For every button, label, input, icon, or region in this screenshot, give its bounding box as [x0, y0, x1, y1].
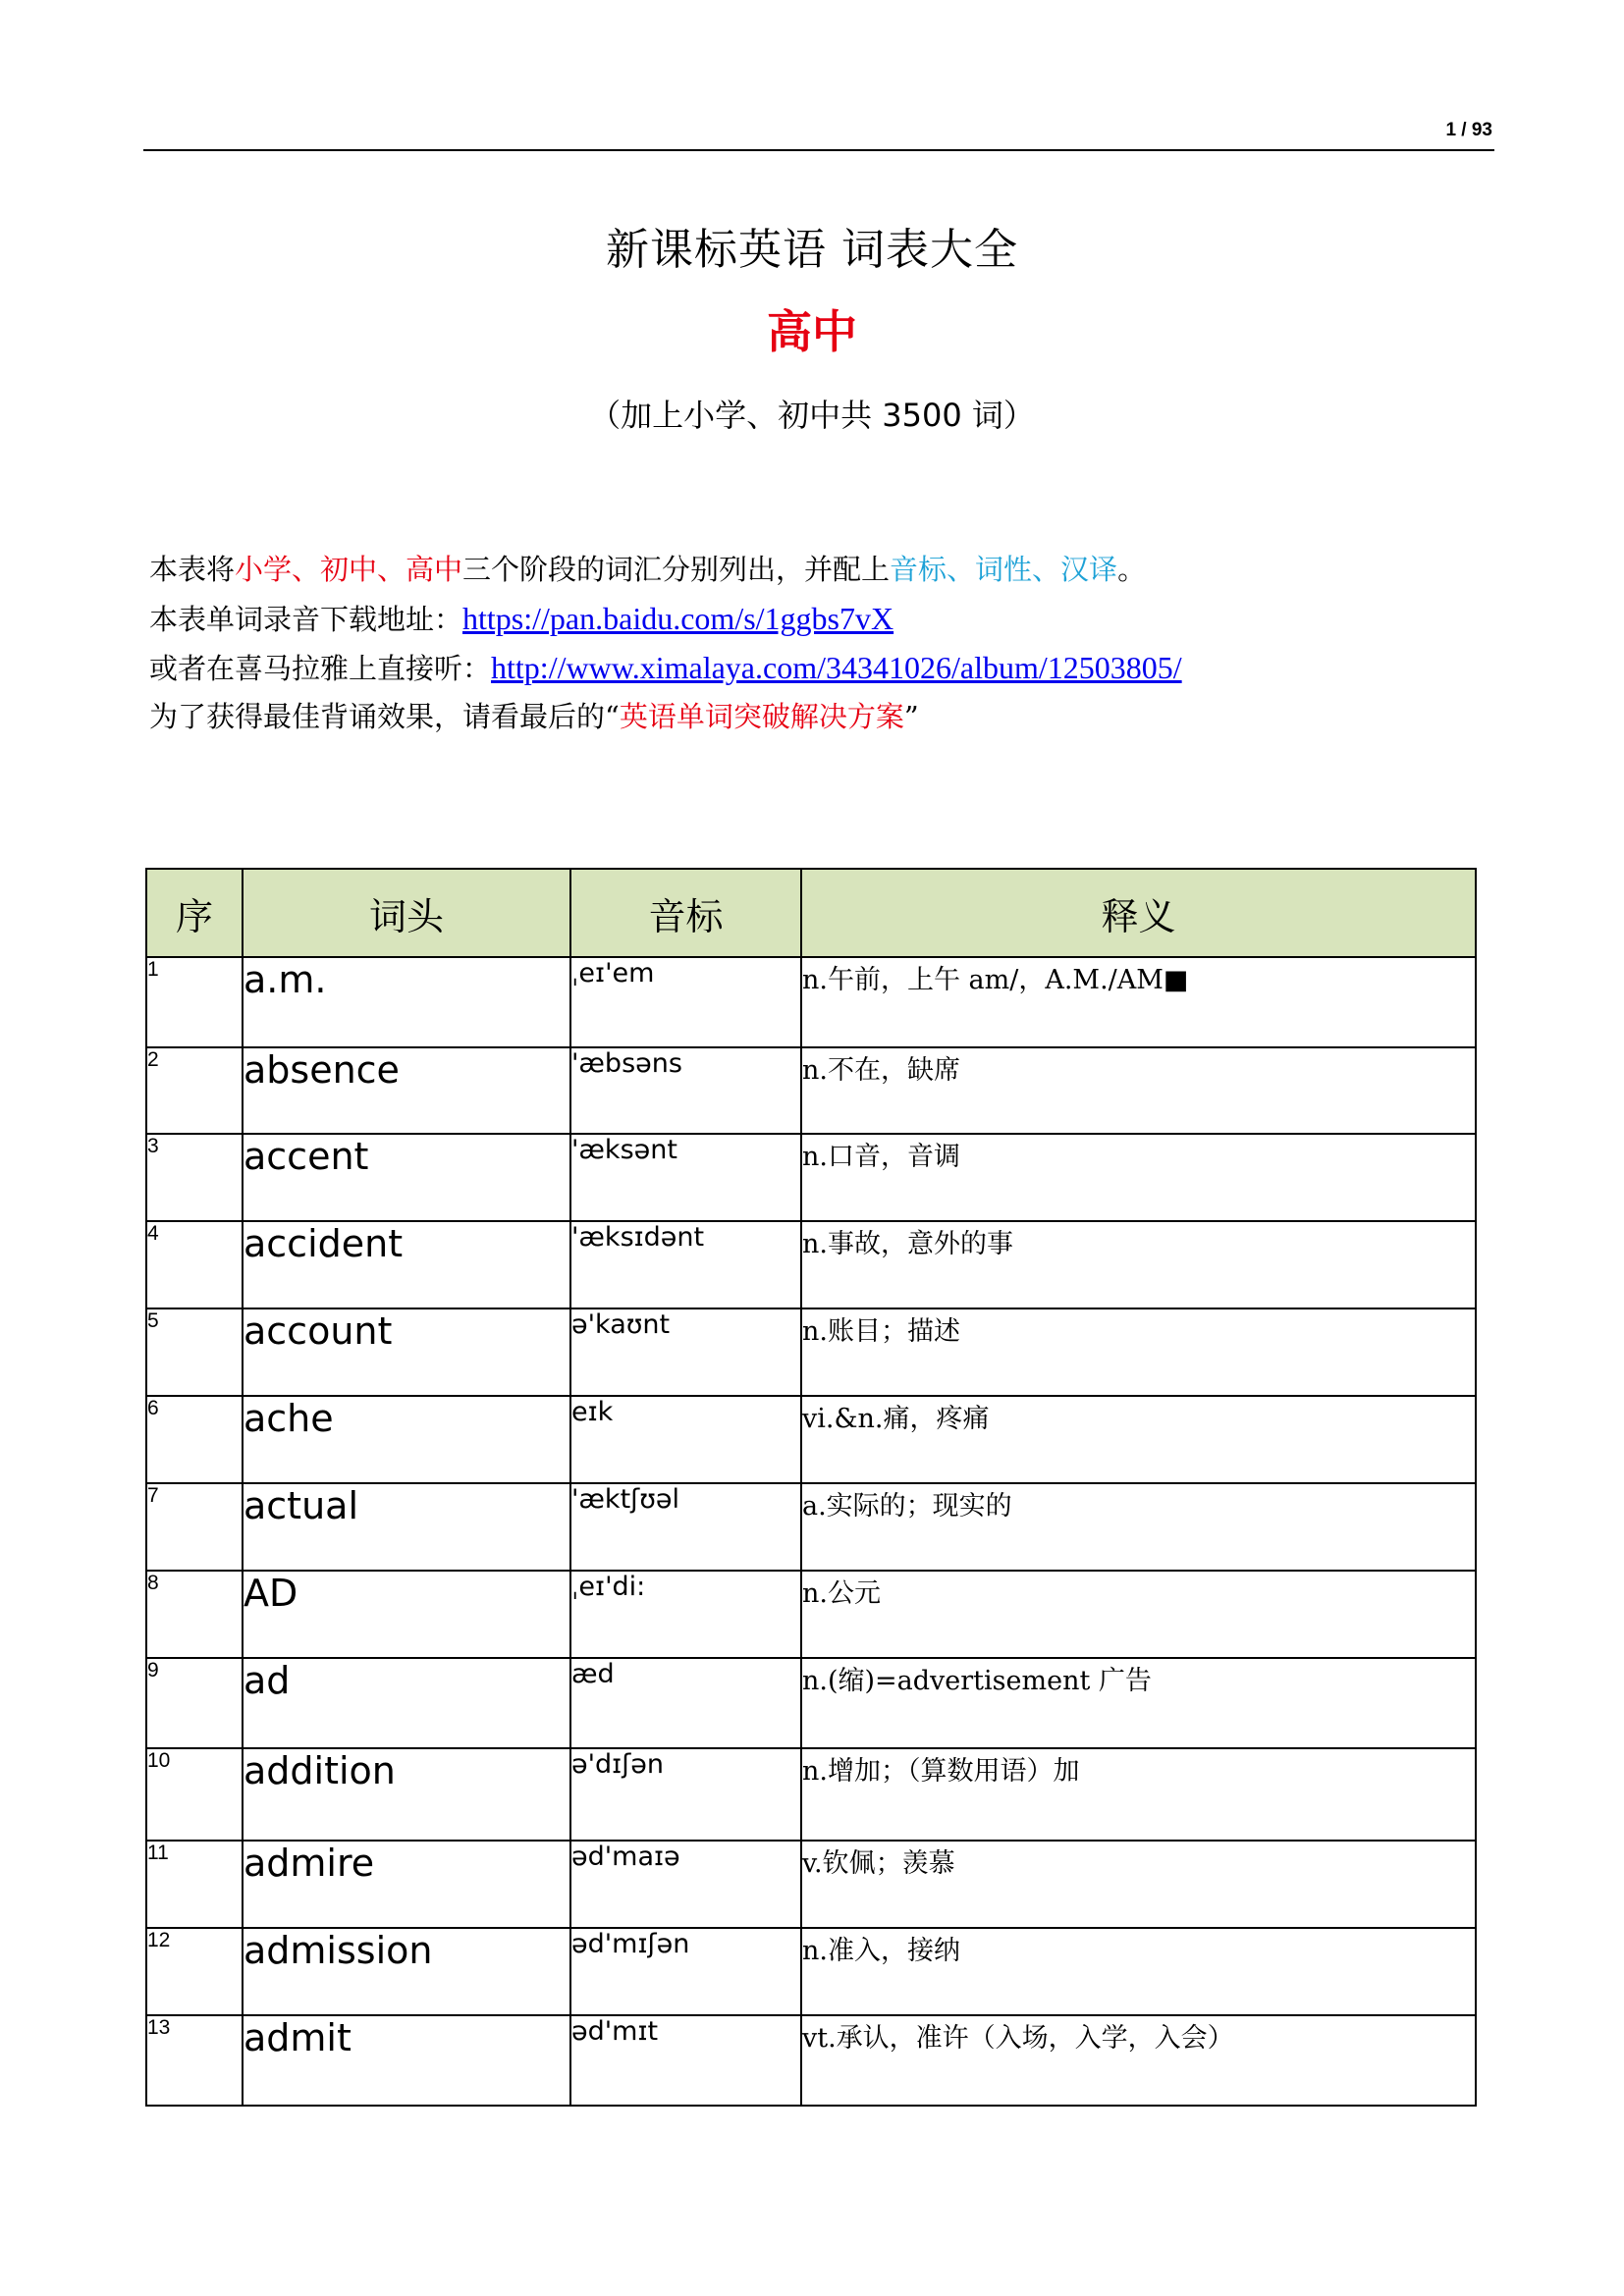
intro-text: 。 [1117, 553, 1147, 586]
row-phonetic: ˌeɪ'di: [570, 1571, 801, 1658]
table-row [146, 1047, 1476, 1134]
table-row [146, 1658, 1476, 1748]
row-phonetic: eɪk [570, 1396, 801, 1483]
row-index: 4 [146, 1221, 243, 1308]
row-definition: a.实际的；现实的 [801, 1483, 1476, 1571]
table-row [146, 957, 1476, 1047]
row-phonetic: æd [570, 1658, 801, 1748]
row-index: 13 [146, 2015, 243, 2106]
row-definition: v.钦佩；羡慕 [801, 1841, 1476, 1928]
row-word: admire [243, 1841, 570, 1928]
solution-title: 英语单词突破解决方案 [619, 700, 904, 733]
intro-line-2 [149, 594, 1504, 643]
row-phonetic: 'æktʃʊəl [570, 1483, 801, 1571]
intro-features: 音标、词性、汉译 [890, 553, 1118, 586]
row-index: 10 [146, 1748, 243, 1841]
row-definition: n.账目；描述 [801, 1308, 1476, 1396]
page-note: （加上小学、初中共 3500 词） [589, 397, 1035, 434]
row-index: 5 [146, 1308, 243, 1396]
row-index: 12 [146, 1928, 243, 2015]
row-word: absence [243, 1047, 570, 1134]
intro-text: 本表将 [149, 553, 236, 586]
row-definition: vi.&n.痛，疼痛 [801, 1396, 1476, 1483]
table-row [146, 1483, 1476, 1571]
table-row [146, 1571, 1476, 1658]
vocab-table [145, 868, 1477, 2107]
download-label: 本表单词录音下载地址： [149, 603, 463, 636]
row-index: 8 [146, 1571, 243, 1658]
row-definition: n.不在，缺席 [801, 1047, 1476, 1134]
table-row [146, 1308, 1476, 1396]
row-word: a.m. [243, 957, 570, 1047]
intro-line-4 [149, 692, 1504, 741]
row-phonetic: ə'dɪʃən [570, 1748, 801, 1841]
row-word: admission [243, 1928, 570, 2015]
header-rule [143, 149, 1494, 151]
row-word: actual [243, 1483, 570, 1571]
row-word: accent [243, 1134, 570, 1221]
table-row [146, 1221, 1476, 1308]
ximalaya-link[interactable]: http://www.ximalaya.com/34341026/album/12503805/ [491, 650, 1182, 685]
row-index: 3 [146, 1134, 243, 1221]
row-word: addition [243, 1748, 570, 1841]
row-phonetic: əd'mɪt [570, 2015, 801, 2106]
row-word: AD [243, 1571, 570, 1658]
row-definition: n.增加；（算数用语）加 [801, 1748, 1476, 1841]
row-definition: n.午前，上午 am/，A.M./AM■ [801, 957, 1476, 1047]
row-index: 9 [146, 1658, 243, 1748]
row-index: 11 [146, 1841, 243, 1928]
row-phonetic: 'æbsəns [570, 1047, 801, 1134]
row-index: 2 [146, 1047, 243, 1134]
intro-text: 三个阶段的词汇分别列出，并配上 [462, 553, 891, 586]
table-row [146, 2015, 1476, 2106]
row-word: ad [243, 1658, 570, 1748]
row-index: 6 [146, 1396, 243, 1483]
row-index: 7 [146, 1483, 243, 1571]
row-phonetic: əd'mɪʃən [570, 1928, 801, 2015]
row-word: admit [243, 2015, 570, 2106]
row-definition: vt.承认，准许（入场，入学，入会） [801, 2015, 1476, 2106]
row-definition: n.(缩)=advertisement 广告 [801, 1658, 1476, 1748]
baidu-download-link[interactable]: https://pan.baidu.com/s/1ggbs7vX [462, 601, 894, 636]
intro-block [149, 545, 1504, 741]
page-subtitle: 高中 [767, 305, 857, 358]
page-number: 1 / 93 [1445, 120, 1492, 140]
row-definition: n.准入，接纳 [801, 1928, 1476, 2015]
row-definition: n.公元 [801, 1571, 1476, 1658]
header-word: 词头 [243, 869, 570, 957]
intro-text: 为了获得最佳背诵效果，请看最后的“ [149, 700, 620, 733]
header-phonetic: 音标 [570, 869, 801, 957]
table-row [146, 1928, 1476, 2015]
table-row [146, 1134, 1476, 1221]
row-phonetic: 'æksɪdənt [570, 1221, 801, 1308]
row-phonetic: 'æksənt [570, 1134, 801, 1221]
table-header-row [146, 869, 1476, 957]
intro-stages: 小学、初中、高中 [235, 553, 463, 586]
row-word: ache [243, 1396, 570, 1483]
intro-line-3 [149, 643, 1504, 692]
table-row [146, 1841, 1476, 1928]
intro-text: ” [903, 700, 919, 733]
header-definition: 释义 [801, 869, 1476, 957]
intro-line-1 [149, 545, 1504, 594]
page-title: 新课标英语 词表大全 [606, 225, 1018, 275]
header-index: 序 [146, 869, 243, 957]
row-word: accident [243, 1221, 570, 1308]
ximalaya-label: 或者在喜马拉雅上直接听： [149, 652, 492, 685]
row-index: 1 [146, 957, 243, 1047]
table-row [146, 1396, 1476, 1483]
row-definition: n.事故，意外的事 [801, 1221, 1476, 1308]
row-word: account [243, 1308, 570, 1396]
table-row [146, 1748, 1476, 1841]
row-phonetic: ə'kaʊnt [570, 1308, 801, 1396]
row-definition: n.口音，音调 [801, 1134, 1476, 1221]
row-phonetic: əd'maɪə [570, 1841, 801, 1928]
row-phonetic: ˌeɪ'em [570, 957, 801, 1047]
